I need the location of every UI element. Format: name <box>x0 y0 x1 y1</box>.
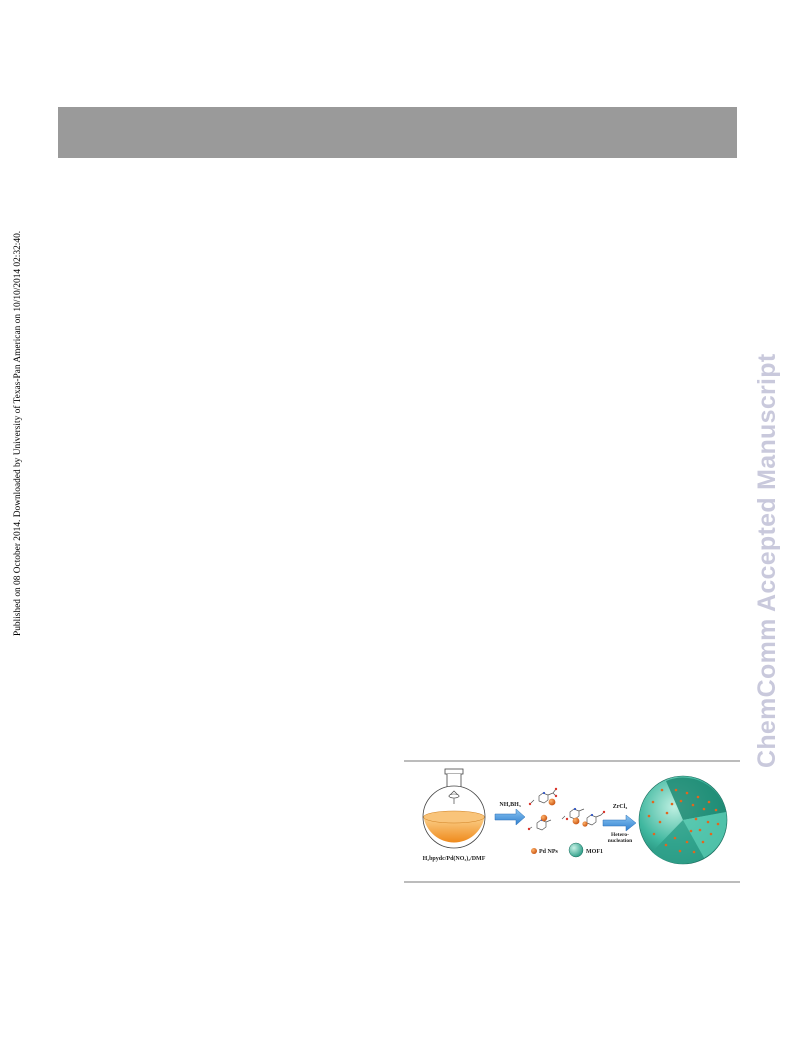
arrow-1-icon <box>495 809 525 825</box>
flask-label: H₂bpydc/Pd(NO₃)₂/DMF <box>422 856 486 862</box>
arrow-2-label-2: Hetero- <box>611 832 629 838</box>
legend-mof-label: MOF1 <box>586 849 603 855</box>
header-bar <box>58 107 737 158</box>
mof-sphere-icon <box>639 776 727 864</box>
arrow-2-icon <box>603 815 636 831</box>
accepted-manuscript-watermark: ChemComm Accepted Manuscript <box>753 353 781 768</box>
pd-nanoparticle-icons <box>541 799 588 827</box>
arrow-2-label-3: nucleation <box>607 838 633 844</box>
ligand-molecules-icon <box>529 789 604 830</box>
nitrogen-atoms-icon <box>541 792 593 821</box>
arrow-2-label-1: ZrCl₄ <box>612 804 628 810</box>
legend-pd-label: Pd NPs <box>539 849 558 855</box>
publication-note: Published on 08 October 2014. Downloaded by University of Texas-Pan American on 10/10/2014 02:32:40. <box>13 230 23 636</box>
legend-mof-marker-icon <box>569 843 583 857</box>
scheme-graphic <box>404 760 740 884</box>
arrow-1-label: NH₃BH₃ <box>499 802 521 808</box>
legend-pd-marker-icon <box>531 848 537 854</box>
flask-icon <box>423 769 485 848</box>
synthesis-scheme <box>404 760 740 884</box>
